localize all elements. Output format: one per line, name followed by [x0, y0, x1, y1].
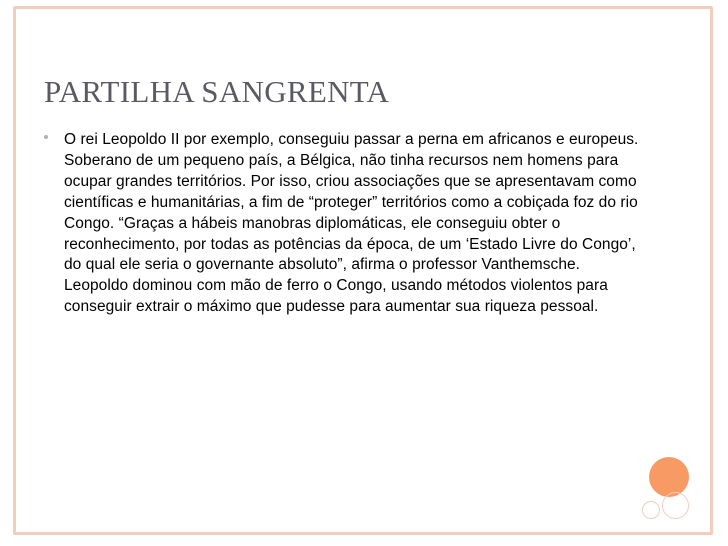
decorative-filled-circle: [649, 457, 689, 497]
bullet-list: [42, 130, 642, 318]
bullet-text: O rei Leopoldo II por exemplo, conseguiu passar a perna em africanos e europeus. Soberano de um pequeno país, a Bélgica, não tinha recursos nem homens para ocupar grandes territórios. Por isso, criou associações que se apresentavam como científicas e humanitárias, a fim de “proteger” territórios como a cobiçada foz do rio Congo. “Graças a hábeis manobras diplomáticas, ele conseguiu obter o reconhecimento, por todas as potências da época, de um ‘Estado Livre do Congo’, do qual ele seria o governante absoluto”, afirma o professor Vanthemsche. Leopoldo dominou com mão de ferro o Congo, usando métodos violentos para conseguir extrair o máximo que pudesse para aumentar sua riqueza pessoal.: [64, 131, 639, 316]
slide-title: PARTILHA SANGRENTA: [44, 74, 390, 109]
bullet-item: [42, 130, 642, 318]
bullet-dot-icon: [44, 135, 48, 139]
decorative-ring-circle-small: [642, 501, 660, 519]
decorative-ring-circle-large: [662, 492, 689, 519]
